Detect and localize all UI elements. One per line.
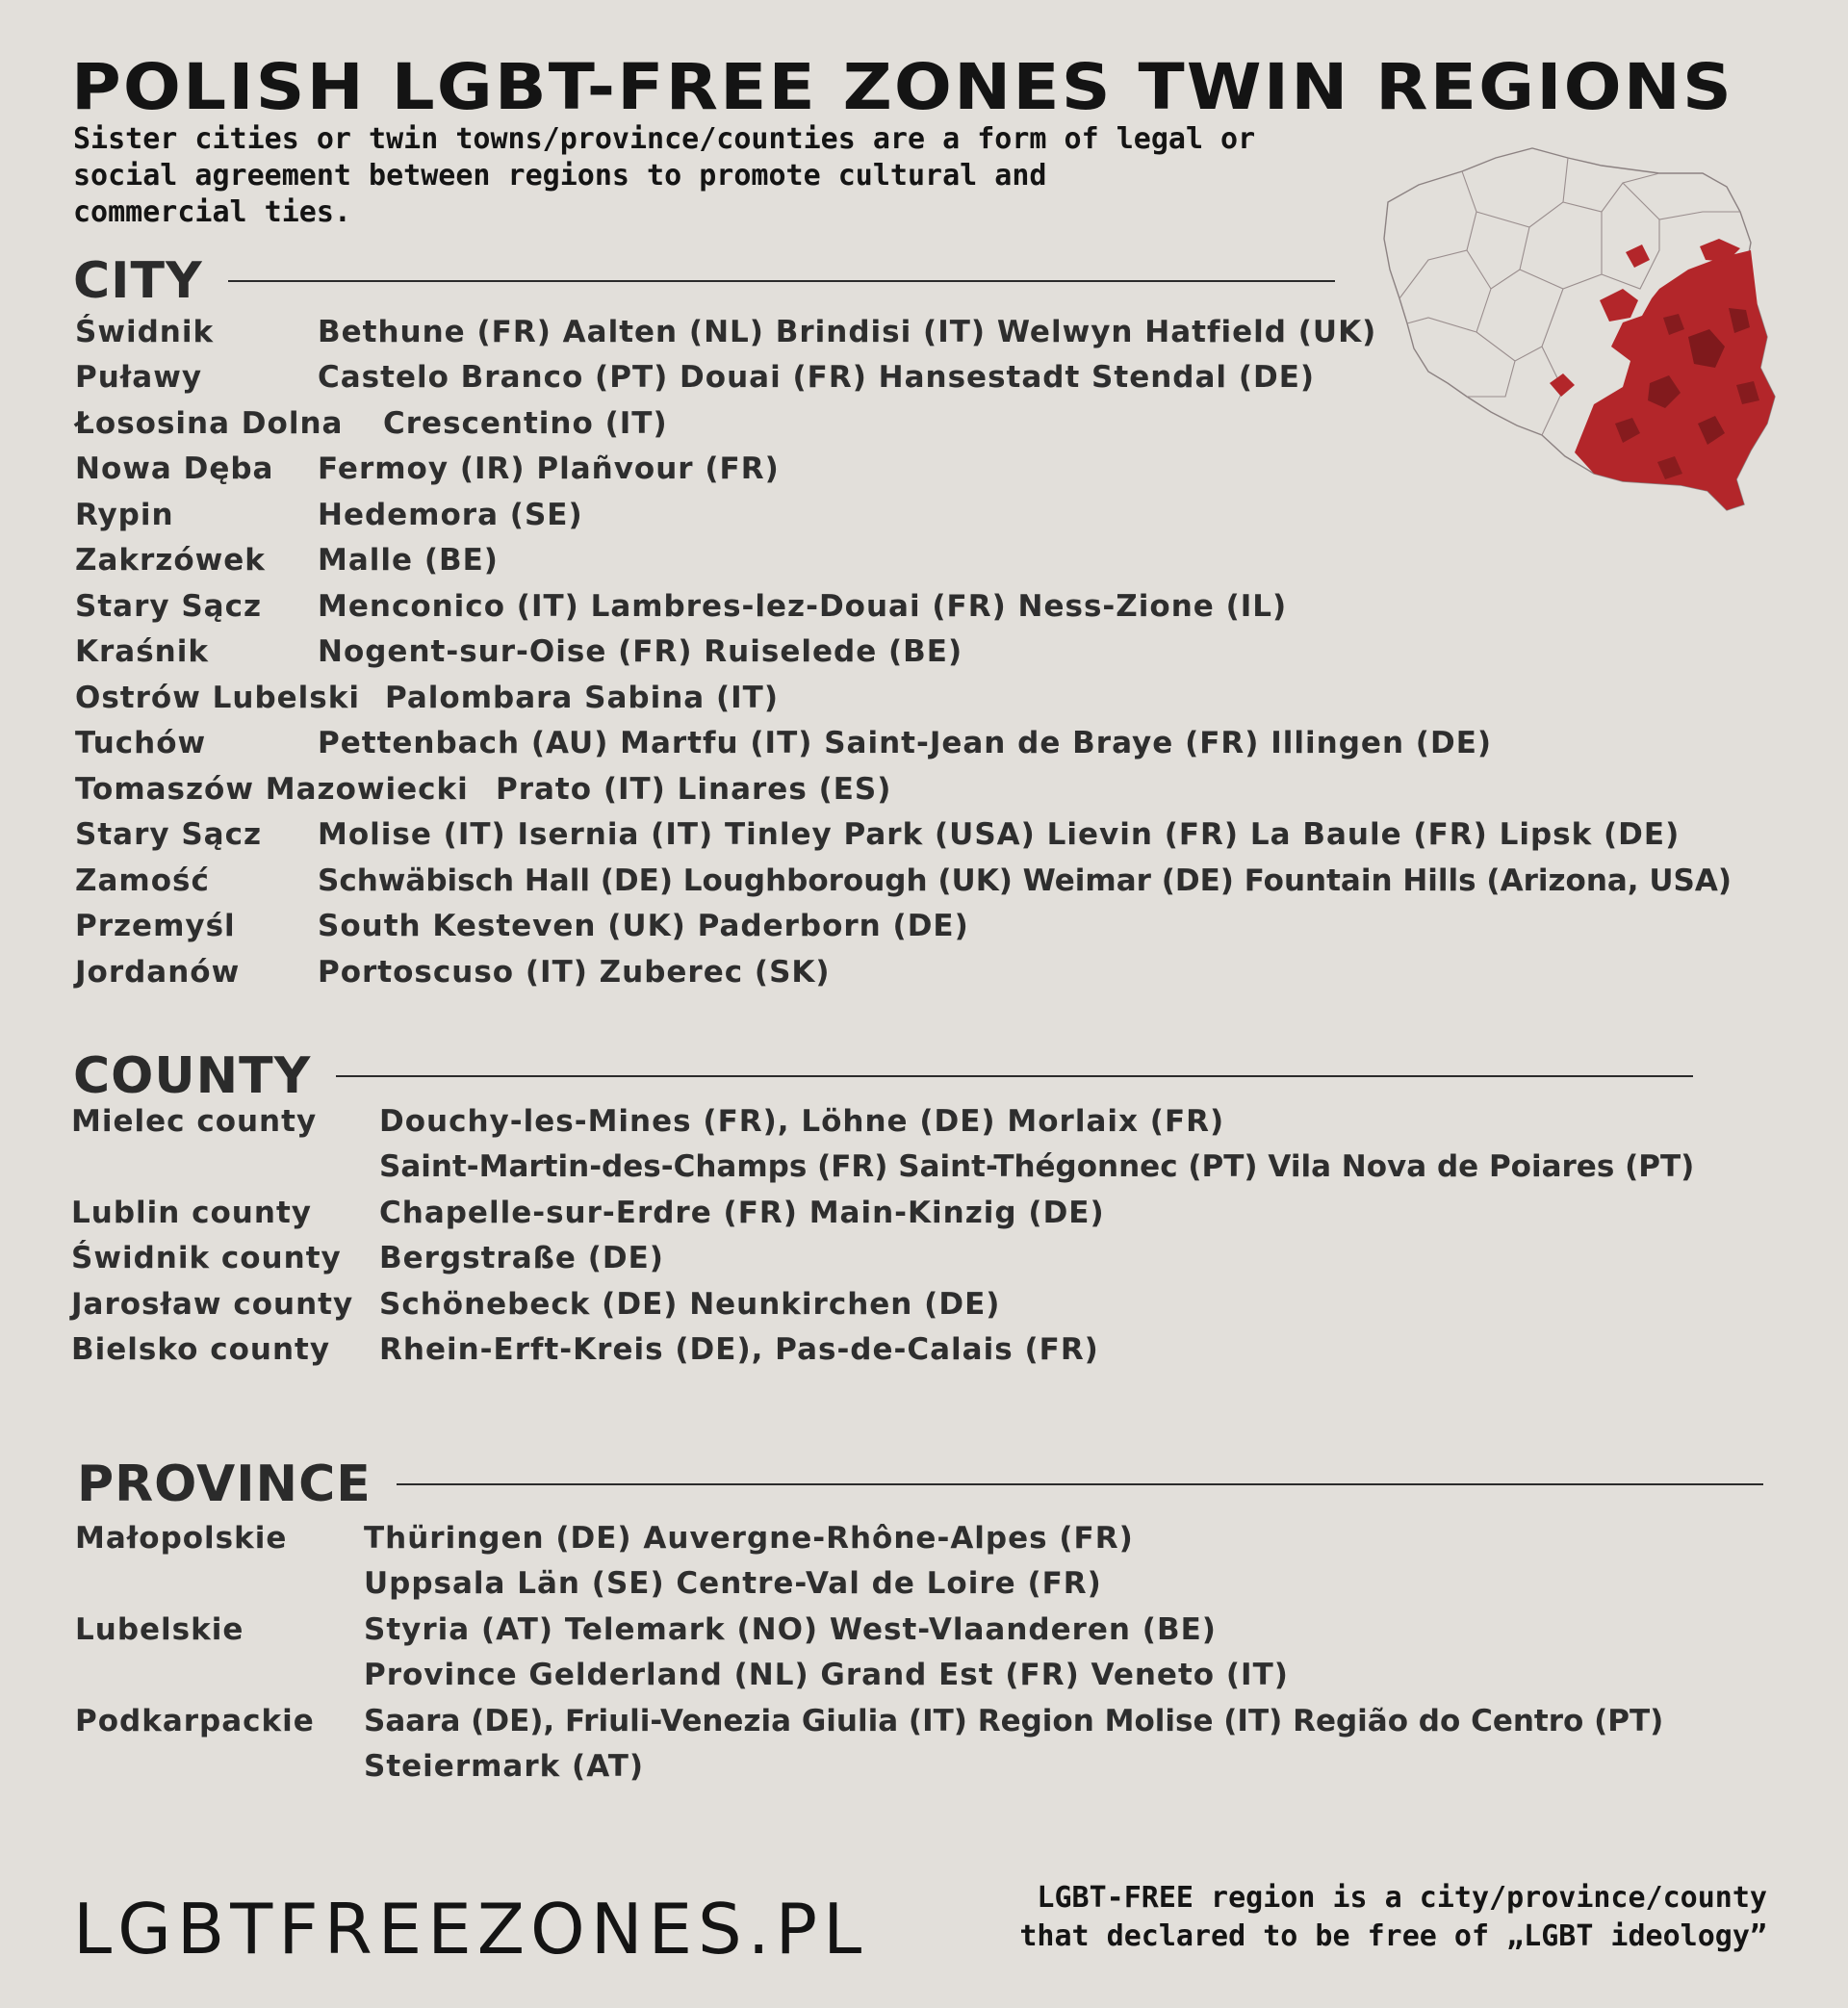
twin-towns: South Kesteven (UK) Paderborn (DE)	[318, 909, 969, 944]
city-name: Ostrów Lubelski	[75, 680, 360, 715]
province-list	[75, 1515, 1663, 1789]
list-item	[71, 1327, 1694, 1374]
county-list	[71, 1098, 1694, 1373]
section-city-header	[73, 252, 1335, 310]
twin-towns: Fermoy (IR) Plañvour (FR)	[318, 451, 780, 487]
list-item	[75, 355, 1732, 401]
section-county-header	[73, 1047, 1693, 1105]
city-name: Stary Sącz	[75, 817, 263, 853]
county-name: Jarosław county	[71, 1286, 354, 1322]
twin-towns: Prato (IT) Linares (ES)	[496, 771, 892, 807]
twin-towns: Chapelle-sur-Erdre (FR) Main-Kinzig (DE)	[379, 1195, 1105, 1230]
twin-towns: Schwäbisch Hall (DE) Loughborough (UK) Weimar (DE) Fountain Hills (Arizona, USA)	[318, 862, 1732, 898]
definition-note: LGBT-FREE region is a city/province/county that declared to be free of „LGBT ideology”	[1019, 1881, 1767, 1953]
section-province-header	[77, 1455, 1763, 1513]
city-name: Rypin	[75, 497, 174, 532]
city-name: Kraśnik	[75, 634, 209, 670]
twin-regions: Styria (AT) Telemark (NO) West-Vlaanderen (BE)	[364, 1611, 1217, 1647]
list-item	[75, 1698, 1663, 1744]
twin-towns: Castelo Branco (PT) Douai (FR) Hansestadt Stendal (DE)	[318, 360, 1316, 396]
twin-towns: Menconico (IT) Lambres-lez-Douai (FR) Ness-Zione (IL)	[318, 588, 1288, 624]
province-name: Małopolskie	[75, 1520, 288, 1556]
twin-regions: Saara (DE), Friuli-Venezia Giulia (IT) Region Molise (IT) Região do Centro (PT)	[364, 1703, 1664, 1738]
twin-towns: Bergstraße (DE)	[379, 1241, 664, 1276]
city-name: Zakrzówek	[75, 543, 266, 579]
list-item	[71, 1281, 1694, 1327]
list-item	[75, 812, 1732, 859]
list-item	[75, 538, 1732, 584]
list-item	[75, 447, 1732, 493]
city-name: Nowa Dęba	[75, 451, 274, 487]
province-name: Lubelskie	[75, 1611, 244, 1647]
intro-text: Sister cities or twin towns/province/counties are a form of legal or social agreement between regions to promote cultural and commercial ties.	[73, 122, 1256, 229]
county-name: Świdnik county	[71, 1241, 342, 1276]
twin-towns: Pettenbach (AU) Martfu (IT) Saint-Jean de Braye (FR) Illingen (DE)	[318, 726, 1493, 761]
province-name: Podkarpackie	[75, 1703, 315, 1738]
twin-towns: Schönebeck (DE) Neunkirchen (DE)	[379, 1286, 1001, 1322]
city-name: Zamość	[75, 862, 210, 898]
list-item	[75, 1561, 1663, 1608]
twin-towns: Palombara Sabina (IT)	[385, 680, 779, 715]
list-item	[75, 721, 1732, 767]
city-name: Świdnik	[75, 314, 215, 349]
section-divider	[336, 1075, 1693, 1077]
list-item	[71, 1190, 1694, 1236]
twin-towns: Saint-Martin-des-Champs (FR) Saint-Thégonnec (PT) Vila Nova de Poiares (PT)	[379, 1149, 1695, 1185]
list-item	[75, 1515, 1663, 1561]
list-item	[71, 1098, 1694, 1145]
twin-towns: Nogent-sur-Oise (FR) Ruiselede (BE)	[318, 634, 963, 670]
section-province-title: PROVINCE	[77, 1455, 372, 1513]
list-item	[75, 630, 1732, 676]
twin-towns: Hedemora (SE)	[318, 497, 583, 532]
list-item	[75, 309, 1732, 355]
twin-towns: Rhein-Erft-Kreis (DE), Pas-de-Calais (FR)	[379, 1332, 1099, 1368]
twin-regions: Thüringen (DE) Auvergne-Rhône-Alpes (FR)	[364, 1520, 1134, 1556]
city-name: Puławy	[75, 360, 203, 396]
list-item	[75, 1744, 1663, 1790]
twin-towns: Portoscuso (IT) Zuberec (SK)	[318, 954, 831, 990]
twin-towns: Molise (IT) Isernia (IT) Tinley Park (USA) Lievin (FR) La Baule (FR) Lipsk (DE)	[318, 817, 1681, 853]
city-name: Przemyśl	[75, 909, 236, 944]
twin-regions: Uppsala Län (SE) Centre-Val de Loire (FR)	[364, 1566, 1102, 1602]
section-city-title: CITY	[73, 252, 203, 310]
county-name: Lublin county	[71, 1195, 312, 1230]
list-item	[75, 949, 1732, 995]
section-divider	[228, 280, 1335, 282]
list-item	[75, 858, 1732, 904]
list-item	[75, 766, 1732, 812]
county-name: Mielec county	[71, 1103, 318, 1139]
city-name: Tuchów	[75, 726, 207, 761]
section-divider	[397, 1483, 1763, 1485]
list-item	[75, 1607, 1663, 1653]
list-item	[75, 1653, 1663, 1699]
twin-towns: Bethune (FR) Aalten (NL) Brindisi (IT) Welwyn Hatfield (UK)	[318, 314, 1377, 349]
list-item	[71, 1236, 1694, 1282]
twin-towns: Douchy-les-Mines (FR), Löhne (DE) Morlaix (FR)	[379, 1103, 1225, 1139]
list-item	[75, 400, 1732, 447]
list-item	[75, 583, 1732, 630]
twin-regions: Steiermark (AT)	[364, 1749, 645, 1785]
twin-regions: Province Gelderland (NL) Grand Est (FR) Veneto (IT)	[364, 1658, 1289, 1693]
city-name: Tomaszów Mazowiecki	[75, 771, 469, 807]
twin-towns: Crescentino (IT)	[383, 405, 668, 441]
city-list	[75, 309, 1732, 995]
twin-towns: Malle (BE)	[318, 543, 499, 579]
section-county-title: COUNTY	[73, 1047, 312, 1105]
list-item	[75, 492, 1732, 538]
list-item	[71, 1145, 1694, 1191]
list-item	[75, 904, 1732, 950]
city-name: Stary Sącz	[75, 588, 263, 624]
page-title: POLISH LGBT-FREE ZONES TWIN REGIONS	[71, 50, 1734, 124]
city-name: Łososina Dolna	[75, 405, 344, 441]
city-name: Jordanów	[75, 954, 241, 990]
list-item	[75, 675, 1732, 721]
website-url: LGBTFREEZONES.PL	[73, 1889, 868, 1969]
county-name: Bielsko county	[71, 1332, 331, 1368]
